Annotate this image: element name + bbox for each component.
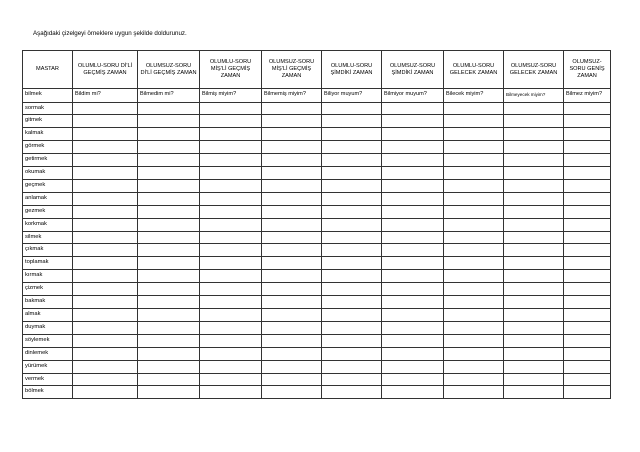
answer-cell[interactable] <box>564 231 611 244</box>
answer-cell[interactable] <box>200 244 262 257</box>
verb-cell: görmek <box>23 141 73 154</box>
answer-cell[interactable] <box>322 154 382 167</box>
answer-cell[interactable] <box>444 270 504 283</box>
answer-cell[interactable] <box>444 283 504 296</box>
verb-cell: söylemek <box>23 334 73 347</box>
answer-cell[interactable] <box>382 192 444 205</box>
answer-cell[interactable] <box>382 309 444 322</box>
answer-cell[interactable] <box>73 309 138 322</box>
verb-cell: duymak <box>23 321 73 334</box>
answer-cell[interactable] <box>262 154 322 167</box>
header-olumlu-gelecek: OLUMLU-SORU GELECEK ZAMAN <box>444 51 504 89</box>
answer-cell[interactable] <box>504 360 564 373</box>
example-verb: bilmek <box>23 89 73 103</box>
answer-cell[interactable] <box>262 257 322 270</box>
verb-cell: bakmak <box>23 296 73 309</box>
answer-cell[interactable] <box>138 205 200 218</box>
header-olumlu-simdiki: OLUMLU-SORU ŞİMDİKİ ZAMAN <box>322 51 382 89</box>
answer-cell[interactable] <box>322 360 382 373</box>
answer-cell[interactable] <box>564 102 611 115</box>
table-row <box>23 283 611 296</box>
answer-cell[interactable] <box>262 128 322 141</box>
answer-cell[interactable] <box>564 192 611 205</box>
answer-cell[interactable] <box>138 257 200 270</box>
answer-cell[interactable] <box>504 102 564 115</box>
header-olumsuz-misli: OLUMSUZ-SORU MİŞ'Lİ GEÇMİŞ ZAMAN <box>262 51 322 89</box>
answer-cell[interactable] <box>262 309 322 322</box>
answer-cell[interactable] <box>382 205 444 218</box>
answer-cell[interactable] <box>382 154 444 167</box>
table-row <box>23 309 611 322</box>
answer-cell[interactable] <box>322 102 382 115</box>
answer-cell[interactable] <box>322 347 382 360</box>
example-cell: Bilmemiş miyim? <box>262 89 322 103</box>
answer-cell[interactable] <box>138 192 200 205</box>
answer-cell[interactable] <box>322 321 382 334</box>
answer-cell[interactable] <box>73 102 138 115</box>
answer-cell[interactable] <box>73 154 138 167</box>
table-row <box>23 334 611 347</box>
verb-cell: kırmak <box>23 270 73 283</box>
answer-cell[interactable] <box>262 386 322 399</box>
answer-cell[interactable] <box>504 115 564 128</box>
answer-cell[interactable] <box>382 373 444 386</box>
answer-cell[interactable] <box>73 321 138 334</box>
answer-cell[interactable] <box>564 296 611 309</box>
answer-cell[interactable] <box>382 218 444 231</box>
table-row <box>23 167 611 180</box>
answer-cell[interactable] <box>322 309 382 322</box>
table-row <box>23 141 611 154</box>
verb-cell: getirmek <box>23 154 73 167</box>
answer-cell[interactable] <box>262 205 322 218</box>
verb-cell: kalmak <box>23 128 73 141</box>
answer-cell[interactable] <box>73 257 138 270</box>
answer-cell[interactable] <box>382 334 444 347</box>
answer-cell[interactable] <box>138 179 200 192</box>
answer-cell[interactable] <box>262 360 322 373</box>
answer-cell[interactable] <box>262 270 322 283</box>
verb-cell: gitmek <box>23 115 73 128</box>
answer-cell[interactable] <box>382 231 444 244</box>
answer-cell[interactable] <box>322 218 382 231</box>
answer-cell[interactable] <box>200 257 262 270</box>
answer-cell[interactable] <box>262 192 322 205</box>
header-mastar: MASTAR <box>23 51 73 89</box>
table-row <box>23 231 611 244</box>
answer-cell[interactable] <box>73 115 138 128</box>
answer-cell[interactable] <box>138 283 200 296</box>
answer-cell[interactable] <box>564 205 611 218</box>
answer-cell[interactable] <box>564 141 611 154</box>
answer-cell[interactable] <box>444 257 504 270</box>
answer-cell[interactable] <box>138 128 200 141</box>
answer-cell[interactable] <box>73 218 138 231</box>
answer-cell[interactable] <box>504 321 564 334</box>
table-row <box>23 360 611 373</box>
answer-cell[interactable] <box>262 321 322 334</box>
verb-cell: gezmek <box>23 205 73 218</box>
table-row <box>23 218 611 231</box>
verb-cell: dinlemek <box>23 347 73 360</box>
example-cell: Bilmiyor muyum? <box>382 89 444 103</box>
answer-cell[interactable] <box>504 334 564 347</box>
answer-cell[interactable] <box>138 141 200 154</box>
answer-cell[interactable] <box>504 270 564 283</box>
answer-cell[interactable] <box>200 296 262 309</box>
answer-cell[interactable] <box>504 244 564 257</box>
answer-cell[interactable] <box>200 115 262 128</box>
answer-cell[interactable] <box>504 231 564 244</box>
answer-cell[interactable] <box>138 296 200 309</box>
header-olumsuz-genis: OLUMSUZ-SORU GENİŞ ZAMAN <box>564 51 611 89</box>
answer-cell[interactable] <box>262 231 322 244</box>
example-cell: Bilmez miyim? <box>564 89 611 103</box>
answer-cell[interactable] <box>200 205 262 218</box>
answer-cell[interactable] <box>382 102 444 115</box>
answer-cell[interactable] <box>382 321 444 334</box>
answer-cell[interactable] <box>322 205 382 218</box>
table-row <box>23 102 611 115</box>
example-cell: Bildim mi? <box>73 89 138 103</box>
verb-cell: okumak <box>23 167 73 180</box>
answer-cell[interactable] <box>382 115 444 128</box>
answer-cell[interactable] <box>444 218 504 231</box>
answer-cell[interactable] <box>444 386 504 399</box>
answer-cell[interactable] <box>444 115 504 128</box>
answer-cell[interactable] <box>138 167 200 180</box>
answer-cell[interactable] <box>382 167 444 180</box>
answer-cell[interactable] <box>262 179 322 192</box>
answer-cell[interactable] <box>564 270 611 283</box>
answer-cell[interactable] <box>200 128 262 141</box>
answer-cell[interactable] <box>444 360 504 373</box>
answer-cell[interactable] <box>322 115 382 128</box>
answer-cell[interactable] <box>262 141 322 154</box>
answer-cell[interactable] <box>382 386 444 399</box>
answer-cell[interactable] <box>322 257 382 270</box>
answer-cell[interactable] <box>200 102 262 115</box>
answer-cell[interactable] <box>322 270 382 283</box>
answer-cell[interactable] <box>322 231 382 244</box>
answer-cell[interactable] <box>444 347 504 360</box>
answer-cell[interactable] <box>200 218 262 231</box>
answer-cell[interactable] <box>200 347 262 360</box>
answer-cell[interactable] <box>504 296 564 309</box>
header-olumsuz-dili: OLUMSUZ-SORU Dİ'Lİ GEÇMİŞ ZAMAN <box>138 51 200 89</box>
answer-cell[interactable] <box>73 270 138 283</box>
answer-cell[interactable] <box>504 347 564 360</box>
answer-cell[interactable] <box>262 102 322 115</box>
table-row <box>23 192 611 205</box>
answer-cell[interactable] <box>138 270 200 283</box>
answer-cell[interactable] <box>564 154 611 167</box>
answer-cell[interactable] <box>444 321 504 334</box>
answer-cell[interactable] <box>200 179 262 192</box>
answer-cell[interactable] <box>382 296 444 309</box>
header-row <box>23 51 611 89</box>
verb-cell: sormak <box>23 102 73 115</box>
answer-cell[interactable] <box>382 179 444 192</box>
answer-cell[interactable] <box>444 128 504 141</box>
answer-cell[interactable] <box>262 167 322 180</box>
answer-cell[interactable] <box>262 283 322 296</box>
answer-cell[interactable] <box>262 115 322 128</box>
answer-cell[interactable] <box>262 218 322 231</box>
answer-cell[interactable] <box>200 154 262 167</box>
answer-cell[interactable] <box>73 347 138 360</box>
verb-cell: çizmek <box>23 283 73 296</box>
table-row <box>23 179 611 192</box>
answer-cell[interactable] <box>322 296 382 309</box>
instruction-text: Aşağıdaki çizelgeyi örneklere uygun şekilde doldurunuz. <box>33 30 187 37</box>
answer-cell[interactable] <box>564 360 611 373</box>
answer-cell[interactable] <box>382 270 444 283</box>
answer-cell[interactable] <box>564 334 611 347</box>
answer-cell[interactable] <box>73 373 138 386</box>
answer-cell[interactable] <box>200 360 262 373</box>
answer-cell[interactable] <box>504 154 564 167</box>
answer-cell[interactable] <box>444 154 504 167</box>
answer-cell[interactable] <box>138 321 200 334</box>
answer-cell[interactable] <box>444 205 504 218</box>
answer-cell[interactable] <box>73 231 138 244</box>
answer-cell[interactable] <box>138 115 200 128</box>
answer-cell[interactable] <box>138 218 200 231</box>
answer-cell[interactable] <box>504 373 564 386</box>
table-row <box>23 347 611 360</box>
table-row <box>23 296 611 309</box>
verb-cell: bölmek <box>23 386 73 399</box>
answer-cell[interactable] <box>504 386 564 399</box>
answer-cell[interactable] <box>444 102 504 115</box>
answer-cell[interactable] <box>564 167 611 180</box>
table-row <box>23 154 611 167</box>
answer-cell[interactable] <box>322 179 382 192</box>
answer-cell[interactable] <box>200 167 262 180</box>
answer-cell[interactable] <box>262 296 322 309</box>
answer-cell[interactable] <box>73 386 138 399</box>
answer-cell[interactable] <box>504 257 564 270</box>
table-row <box>23 386 611 399</box>
example-cell: Bilmiş miyim? <box>200 89 262 103</box>
answer-cell[interactable] <box>73 205 138 218</box>
answer-cell[interactable] <box>200 141 262 154</box>
answer-cell[interactable] <box>564 373 611 386</box>
example-cell: Bilecek miyim? <box>444 89 504 103</box>
table-row <box>23 205 611 218</box>
answer-cell[interactable] <box>138 309 200 322</box>
answer-cell[interactable] <box>322 141 382 154</box>
answer-cell[interactable] <box>73 283 138 296</box>
answer-cell[interactable] <box>138 360 200 373</box>
answer-cell[interactable] <box>200 192 262 205</box>
answer-cell[interactable] <box>504 309 564 322</box>
answer-cell[interactable] <box>382 360 444 373</box>
answer-cell[interactable] <box>200 386 262 399</box>
answer-cell[interactable] <box>138 334 200 347</box>
answer-cell[interactable] <box>322 192 382 205</box>
answer-cell[interactable] <box>322 283 382 296</box>
answer-cell[interactable] <box>200 231 262 244</box>
answer-cell[interactable] <box>564 244 611 257</box>
header-olumsuz-gelecek: OLUMSUZ-SORU GELECEK ZAMAN <box>504 51 564 89</box>
answer-cell[interactable] <box>382 244 444 257</box>
answer-cell[interactable] <box>504 179 564 192</box>
answer-cell[interactable] <box>564 218 611 231</box>
answer-cell[interactable] <box>564 257 611 270</box>
answer-cell[interactable] <box>200 309 262 322</box>
answer-cell[interactable] <box>73 334 138 347</box>
answer-cell[interactable] <box>382 283 444 296</box>
answer-cell[interactable] <box>138 347 200 360</box>
answer-cell[interactable] <box>200 283 262 296</box>
answer-cell[interactable] <box>73 128 138 141</box>
answer-cell[interactable] <box>504 205 564 218</box>
answer-cell[interactable] <box>138 373 200 386</box>
table-row <box>23 244 611 257</box>
answer-cell[interactable] <box>200 321 262 334</box>
table-row <box>23 128 611 141</box>
answer-cell[interactable] <box>73 296 138 309</box>
answer-cell[interactable] <box>504 218 564 231</box>
answer-cell[interactable] <box>382 347 444 360</box>
table-row <box>23 321 611 334</box>
header-olumlu-dili: OLUMLU-SORU Dİ'Lİ GEÇMİŞ ZAMAN <box>73 51 138 89</box>
answer-cell[interactable] <box>444 231 504 244</box>
answer-cell[interactable] <box>138 244 200 257</box>
answer-cell[interactable] <box>382 128 444 141</box>
answer-cell[interactable] <box>138 386 200 399</box>
answer-cell[interactable] <box>73 141 138 154</box>
answer-cell[interactable] <box>73 192 138 205</box>
answer-cell[interactable] <box>564 283 611 296</box>
example-cell: Bilmeyecek miyim? <box>504 89 564 103</box>
answer-cell[interactable] <box>444 192 504 205</box>
conjugation-table <box>22 50 611 399</box>
answer-cell[interactable] <box>262 334 322 347</box>
answer-cell[interactable] <box>200 373 262 386</box>
verb-cell: toplamak <box>23 257 73 270</box>
answer-cell[interactable] <box>504 141 564 154</box>
answer-cell[interactable] <box>444 309 504 322</box>
example-row <box>23 89 611 103</box>
answer-cell[interactable] <box>138 102 200 115</box>
answer-cell[interactable] <box>322 167 382 180</box>
verb-cell: anlamak <box>23 192 73 205</box>
answer-cell[interactable] <box>504 283 564 296</box>
answer-cell[interactable] <box>73 167 138 180</box>
answer-cell[interactable] <box>504 192 564 205</box>
answer-cell[interactable] <box>444 167 504 180</box>
answer-cell[interactable] <box>444 179 504 192</box>
answer-cell[interactable] <box>444 373 504 386</box>
verb-cell: almak <box>23 309 73 322</box>
answer-cell[interactable] <box>564 347 611 360</box>
verb-cell: vermek <box>23 373 73 386</box>
verb-cell: geçmek <box>23 179 73 192</box>
answer-cell[interactable] <box>444 296 504 309</box>
verb-cell: korkmak <box>23 218 73 231</box>
example-cell: Biliyor muyum? <box>322 89 382 103</box>
answer-cell[interactable] <box>564 179 611 192</box>
table-row <box>23 373 611 386</box>
verb-cell: yürümek <box>23 360 73 373</box>
verb-cell: silmek <box>23 231 73 244</box>
answer-cell[interactable] <box>322 334 382 347</box>
answer-cell[interactable] <box>262 373 322 386</box>
answer-cell[interactable] <box>73 360 138 373</box>
answer-cell[interactable] <box>564 128 611 141</box>
answer-cell[interactable] <box>322 386 382 399</box>
verb-cell: çıkmak <box>23 244 73 257</box>
answer-cell[interactable] <box>382 257 444 270</box>
example-cell: Bilmedim mi? <box>138 89 200 103</box>
answer-cell[interactable] <box>200 270 262 283</box>
answer-cell[interactable] <box>200 334 262 347</box>
header-olumlu-misli: OLUMLU-SORU MİŞ'Lİ GEÇMİŞ ZAMAN <box>200 51 262 89</box>
answer-cell[interactable] <box>444 141 504 154</box>
answer-cell[interactable] <box>262 244 322 257</box>
answer-cell[interactable] <box>138 231 200 244</box>
table-row <box>23 270 611 283</box>
answer-cell[interactable] <box>382 141 444 154</box>
answer-cell[interactable] <box>262 347 322 360</box>
answer-cell[interactable] <box>322 244 382 257</box>
answer-cell[interactable] <box>73 244 138 257</box>
answer-cell[interactable] <box>444 244 504 257</box>
answer-cell[interactable] <box>73 179 138 192</box>
answer-cell[interactable] <box>504 128 564 141</box>
table-row <box>23 257 611 270</box>
answer-cell[interactable] <box>564 321 611 334</box>
answer-cell[interactable] <box>564 309 611 322</box>
answer-cell[interactable] <box>138 154 200 167</box>
answer-cell[interactable] <box>564 386 611 399</box>
header-olumsuz-simdiki: OLUMSUZ-SORU ŞİMDİKİ ZAMAN <box>382 51 444 89</box>
answer-cell[interactable] <box>322 128 382 141</box>
table-row <box>23 115 611 128</box>
answer-cell[interactable] <box>444 334 504 347</box>
answer-cell[interactable] <box>504 167 564 180</box>
answer-cell[interactable] <box>564 115 611 128</box>
answer-cell[interactable] <box>322 373 382 386</box>
